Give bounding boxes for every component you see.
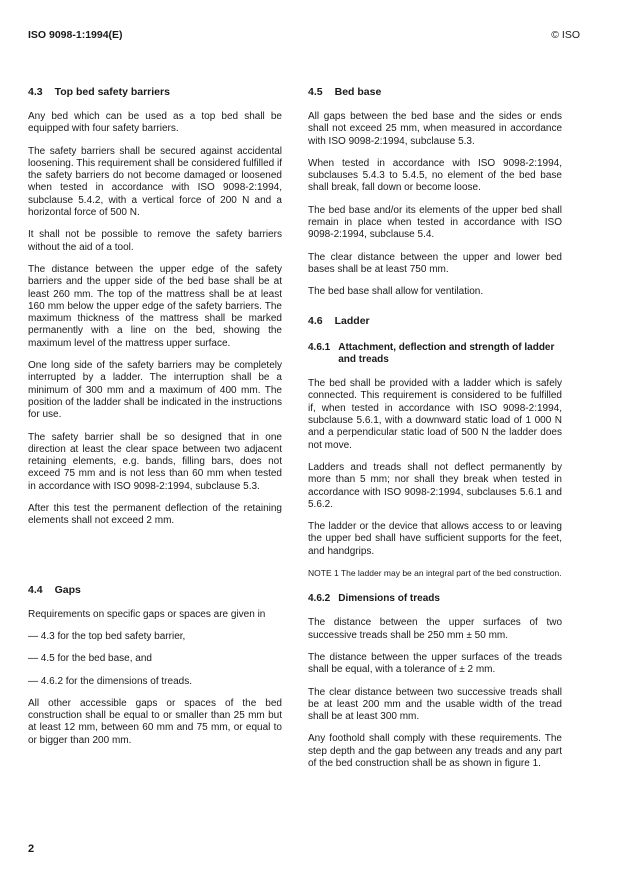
subsection-number: 4.6.2 (308, 593, 331, 605)
paragraph: Ladders and treads shall not deflect permanently by more than 5 mm; nor shall they break when tested in accordance with ISO 9098-2:1994, subclauses 5.6.1 and 5.6.2. (308, 461, 562, 510)
section-number: 4.4 (28, 583, 43, 596)
copyright-mark: © ISO (551, 29, 580, 41)
paragraph: Any foothold shall comply with these requirements. The step depth and the gap between any treads and any part of the bed construction shall be as shown in figure 1. (308, 733, 562, 769)
note: NOTE 1 The ladder may be an integral part of the bed construction. (308, 568, 562, 579)
paragraph: The safety barrier shall be so designed that in one direction at least the clear space between two adjacent retaining elements, e.g. bands, filling bars, does not exceed 75 mm and is not less than 60 mm when tested in accordance with ISO 9098-2:1994, subclause 5.3. (28, 431, 282, 492)
section-number: 4.3 (28, 86, 43, 98)
list-item: — 4.3 for the top bed safety barrier, (28, 630, 186, 642)
section-number: 4.5 (308, 86, 323, 98)
subsection-title: Dimensions of treads (338, 593, 440, 605)
left-column (28, 86, 282, 757)
subsection-number: 4.6.1 (308, 341, 331, 353)
paragraph: Any bed which can be used as a top bed shall be equipped with four safety barriers. (28, 111, 282, 135)
section-heading-4-3 (28, 86, 282, 99)
paragraph: All other accessible gaps or spaces of the bed construction shall be equal to or smaller than 25 mm but at least 12 mm, between 60 mm and 75 mm, or equal to or bigger than 200 mm. (28, 697, 282, 746)
paragraph: The bed base and/or its elements of the upper bed shall remain in place when tested in accordance with ISO 9098-2:1994, subclause 5.4. (308, 204, 562, 241)
subsection-title: Attachment, deflection and strength of ladder and treads (338, 341, 555, 365)
section-title: Ladder (334, 314, 370, 327)
subsection-heading-4-6-2 (308, 593, 562, 605)
section-heading-4-5 (308, 86, 562, 99)
right-column (308, 86, 562, 780)
paragraph: Requirements on specific gaps or spaces are given in (28, 608, 266, 620)
paragraph: When tested in accordance with ISO 9098-2:1994, subclauses 5.4.3 to 5.4.5, no element of the bed base shall break, fall down or become loose. (308, 157, 562, 194)
section-heading-4-4 (28, 584, 282, 597)
paragraph: The distance between the upper surfaces of the treads shall be equal, with a tolerance of ± 2 mm. (308, 651, 562, 676)
paragraph: The distance between the upper surfaces of two successive treads shall be 250 mm ± 50 mm. (308, 617, 562, 641)
list-item: — 4.5 for the bed base, and (28, 653, 152, 665)
paragraph: All gaps between the bed base and the sides or ends shall not exceed 25 mm, when measured in accordance with ISO 9098-2:1994, subclause 5.3. (308, 111, 562, 147)
paragraph: It shall not be possible to remove the safety barriers without the aid of a tool. (28, 229, 282, 253)
paragraph: The distance between the upper edge of the safety barriers and the upper side of the bed base shall be at least 260 mm. The top of the mattress shall be at least 160 mm below the upper edge of the safety barriers. The maximum thickness of the mattress shall be marked permanently with a line on the bed, showing the maximum level of the mattress upper surface. (28, 263, 282, 349)
subsection-heading-4-6-1 (308, 342, 562, 367)
paragraph: The bed shall be provided with a ladder which is safely connected. This requirement is considered to be fulfilled if, when tested in accordance with ISO 9098-2:1994, subclause 5.6.1, with a downward static load of 1 000 N and a perpendicular static load of 500 N the ladder does not move. (308, 378, 562, 451)
page-number: 2 (28, 843, 35, 855)
paragraph: One long side of the safety barriers may be completely interrupted by a ladder. The interruption shall be a minimum of 300 mm and a maximum of 400 mm. The position of the ladder shall be indicated in the instructions for use. (28, 360, 282, 421)
section-title: Top bed safety barriers (54, 86, 170, 98)
section-number: 4.6 (308, 314, 323, 327)
paragraph: After this test the permanent deflection of the retaining elements shall not exceed 2 mm. (28, 503, 282, 527)
standard-id: ISO 9098-1:1994(E) (28, 29, 123, 41)
list-item: — 4.6.2 for the dimensions of treads. (28, 675, 192, 687)
paragraph: The ladder or the device that allows access to or leaving the upper bed shall have sufficient supports for the feet, and handgrips. (308, 521, 562, 557)
paragraph: The clear distance between two successive treads shall be at least 200 mm and the usable width of the tread shall be at least 300 mm. (308, 686, 562, 723)
section-title: Bed base (334, 86, 382, 98)
paragraph: The safety barriers shall be secured against accidental loosening. This requirement shall be considered fulfilled if the safety barriers do not become damaged or loosened when tested in accordance with ISO 9098-2:1994, subclause 5.4.2, with a vertical force of 200 N and a horizontal force of 500 N. (28, 145, 282, 219)
section-title: Gaps (54, 583, 81, 596)
section-heading-4-6 (308, 315, 562, 328)
paragraph: The clear distance between the upper and lower bed bases shall be at least 750 mm. (308, 251, 562, 275)
paragraph: The bed base shall allow for ventilation. (308, 286, 484, 298)
